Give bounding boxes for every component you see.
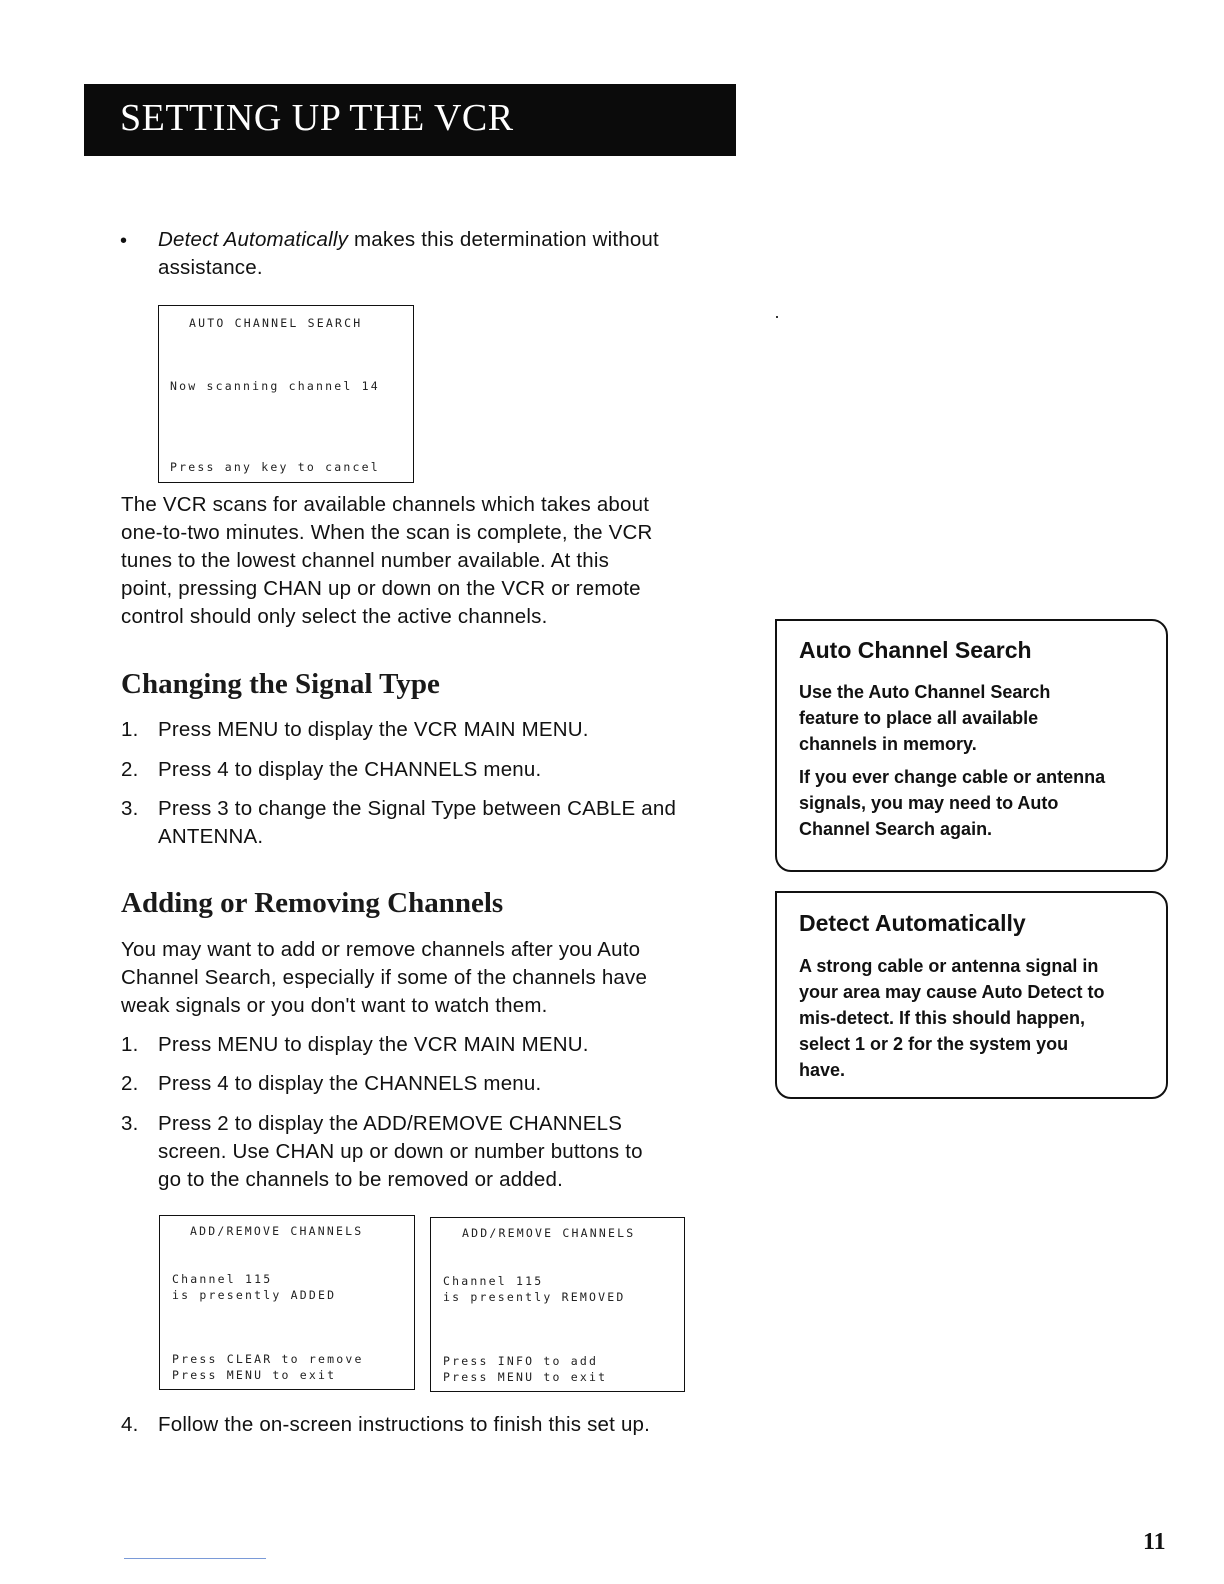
sidebar-line: signals, you may need to Auto (799, 793, 1059, 813)
sidebar-line: have. (799, 1060, 846, 1080)
step-text: Press MENU to display the VCR MAIN MENU. (158, 1033, 589, 1056)
screen-line: Press INFO to add (443, 1354, 599, 1368)
step-number: 1. (121, 718, 139, 741)
intro-line: You may want to add or remove channels after you Auto (121, 938, 641, 961)
auto-channel-search-screen (158, 305, 414, 483)
intro-line: weak signals or you don't want to watch them. (121, 994, 548, 1017)
sidebar-paragraph (799, 764, 1149, 842)
screen-line: Press MENU to exit (443, 1370, 608, 1384)
screen-title: AUTO CHANNEL SEARCH (189, 316, 363, 330)
sidebar-line: If you ever change cable or antenna (799, 767, 1106, 787)
intro-bullet-rest: makes this determination without (348, 228, 659, 251)
sidebar-line: select 1 or 2 for the system you (799, 1034, 1069, 1054)
auto-channel-search-sidebar (775, 619, 1168, 872)
intro-bullet-text (158, 226, 758, 282)
step-text-line: screen. Use CHAN up or down or number buttons to (158, 1140, 643, 1163)
sidebar-paragraph (799, 953, 1149, 1083)
footer-rule (124, 1558, 266, 1559)
add-remove-heading: Adding or Removing Channels (121, 887, 504, 919)
scan-paragraph-line: point, pressing CHAN up or down on the VCR or remote (121, 577, 641, 600)
step-number: 1. (121, 1033, 139, 1056)
add-remove-screen-added (159, 1215, 415, 1390)
screen-status: Now scanning channel 14 (170, 379, 380, 393)
sidebar-line: Channel Search again. (799, 819, 993, 839)
scan-paragraph-line: control should only select the active channels. (121, 605, 548, 628)
sidebar-line: Use the Auto Channel Search (799, 682, 1051, 702)
screen-line: Channel 115 (443, 1274, 544, 1288)
step-text: Press 4 to display the CHANNELS menu. (158, 758, 542, 781)
scan-paragraph-line: The VCR scans for available channels which takes about (121, 493, 650, 516)
sidebar-line: A strong cable or antenna signal in (799, 956, 1099, 976)
sidebar-paragraph (799, 679, 1149, 757)
intro-line: Channel Search, especially if some of the channels have (121, 966, 648, 989)
screen-line: Channel 115 (172, 1272, 273, 1286)
step-text-line: Press 2 to display the ADD/REMOVE CHANNELS (158, 1112, 623, 1135)
step-number: 4. (121, 1413, 139, 1436)
page-title: SETTING UP THE VCR (120, 97, 514, 139)
step-text: Press MENU to display the VCR MAIN MENU. (158, 718, 589, 741)
header-bar (84, 84, 736, 156)
detect-automatically-term: Detect Automatically (158, 228, 349, 251)
screen-line: is presently REMOVED (443, 1290, 626, 1304)
step-number: 2. (121, 1072, 139, 1095)
scan-paragraph-line: tunes to the lowest channel number available. At this (121, 549, 610, 572)
step-text: Follow the on-screen instructions to finish this set up. (158, 1413, 651, 1436)
step-text (158, 1110, 748, 1194)
step-text: Press 4 to display the CHANNELS menu. (158, 1072, 542, 1095)
detect-automatically-sidebar (775, 891, 1168, 1099)
page-number: 11 (1143, 1529, 1166, 1555)
step-text-line: go to the channels to be removed or added. (158, 1168, 564, 1191)
screen-title: ADD/REMOVE CHANNELS (190, 1224, 364, 1238)
step-number: 3. (121, 797, 139, 820)
step-number: 2. (121, 758, 139, 781)
sidebar-line: feature to place all available (799, 708, 1039, 728)
screen-line: is presently ADDED (172, 1288, 337, 1302)
scan-paragraph (121, 491, 741, 631)
sidebar-line: your area may cause Auto Detect to (799, 982, 1105, 1002)
screen-footer: Press any key to cancel (170, 460, 380, 474)
scan-paragraph-line: one-to-two minutes. When the scan is complete, the VCR (121, 521, 653, 544)
step-text-line: ANTENNA. (158, 825, 264, 848)
step-text-line: Press 3 to change the Signal Type between CABLE and (158, 797, 677, 820)
screen-line: Press CLEAR to remove (172, 1352, 364, 1366)
add-remove-screen-removed (430, 1217, 685, 1392)
bullet-marker: • (120, 230, 128, 252)
intro-bullet-line2: assistance. (158, 256, 263, 279)
sidebar-title: Auto Channel Search (799, 637, 1032, 663)
sidebar-line: mis-detect. If this should happen, (799, 1008, 1086, 1028)
step-number: 3. (121, 1112, 139, 1135)
add-remove-intro (121, 936, 741, 1020)
step-text (158, 795, 748, 851)
screen-title: ADD/REMOVE CHANNELS (462, 1226, 636, 1240)
stray-mark (776, 316, 778, 318)
sidebar-title: Detect Automatically (799, 910, 1026, 936)
sidebar-line: channels in memory. (799, 734, 977, 754)
signal-type-heading: Changing the Signal Type (121, 668, 440, 700)
screen-line: Press MENU to exit (172, 1368, 337, 1382)
